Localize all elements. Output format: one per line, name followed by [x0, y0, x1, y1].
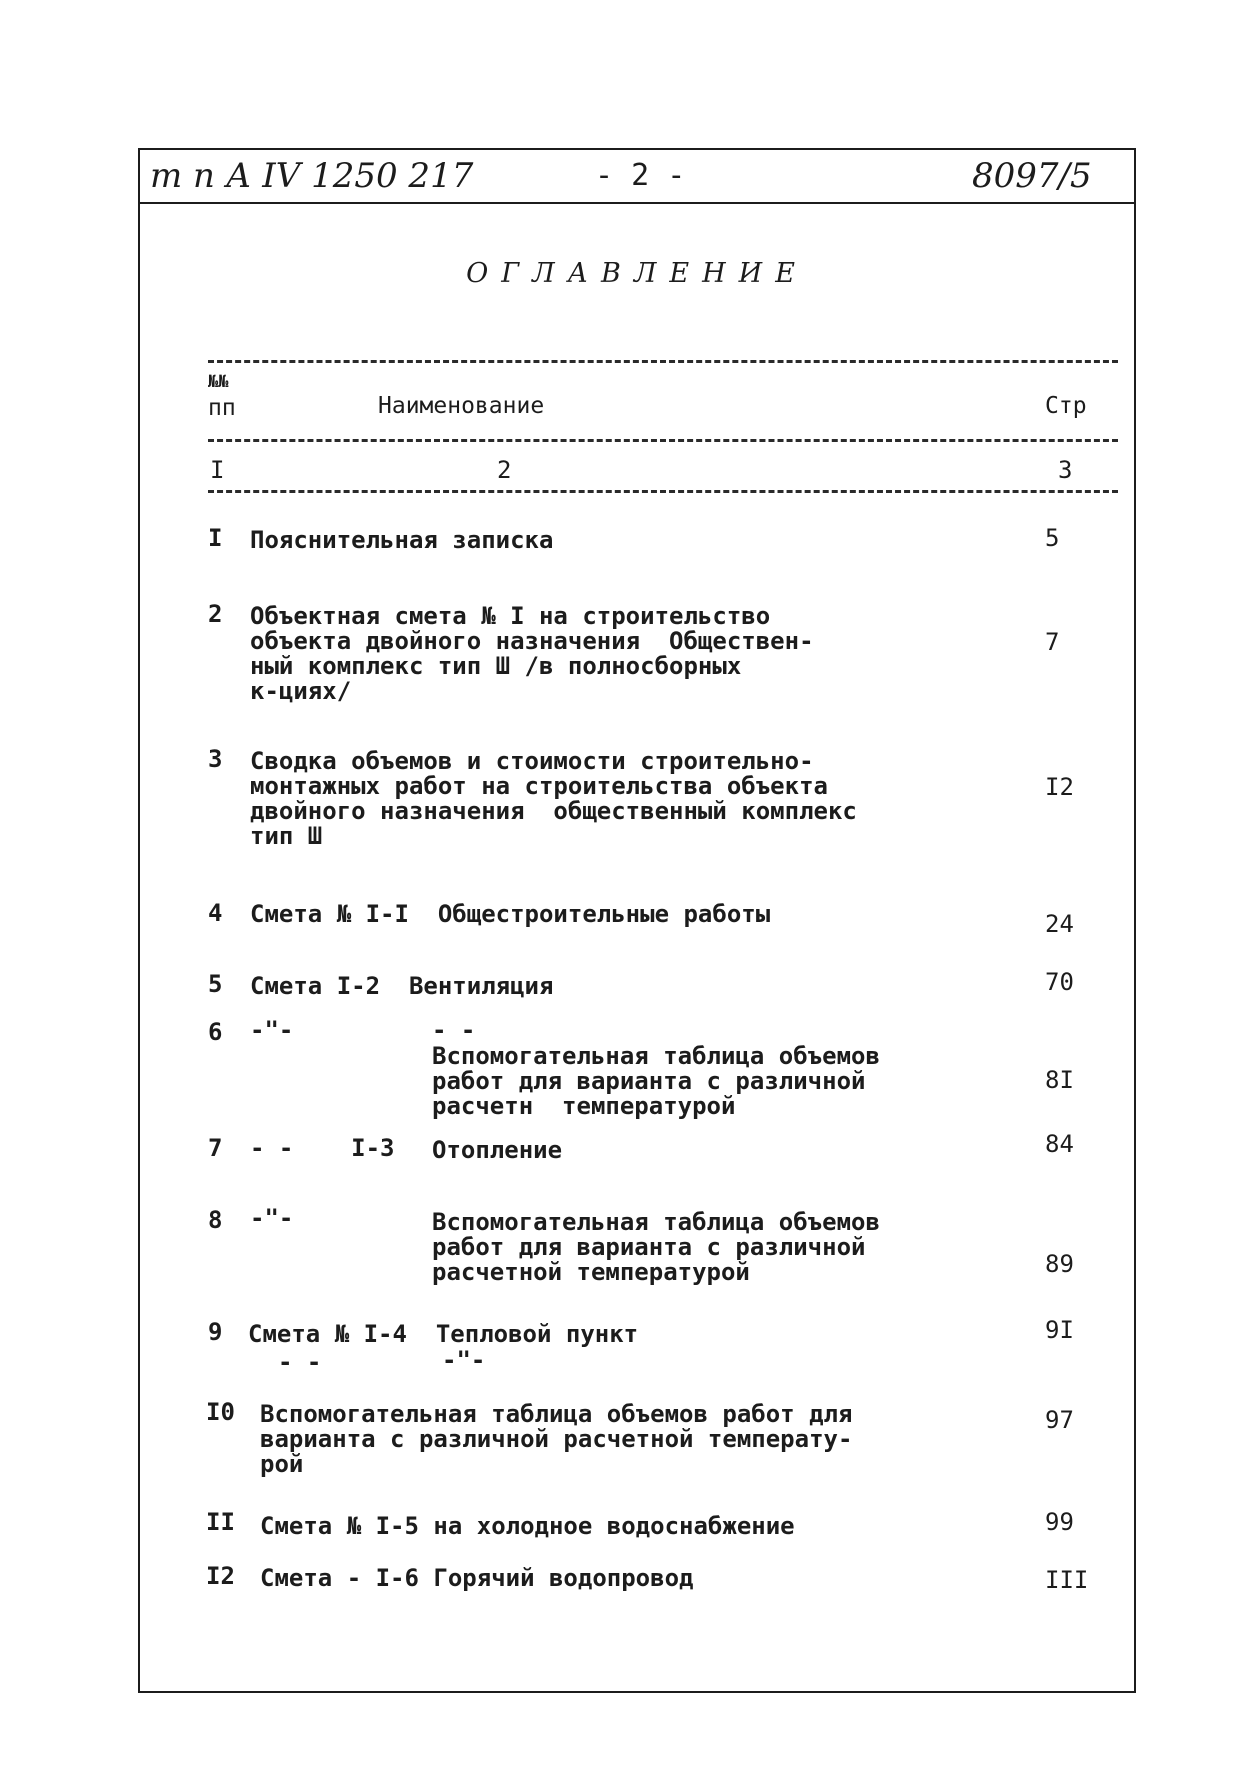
- ditto-mark: - -: [278, 1348, 322, 1376]
- entry-number: I0: [206, 1398, 235, 1426]
- entry-title: Смета I-2 Вентиляция: [250, 972, 554, 1000]
- ditto-mark: -"-: [250, 1016, 294, 1044]
- entry-title: Смета № I-4 Тепловой пункт: [248, 1320, 639, 1348]
- archive-number: 8097/5: [972, 156, 1092, 196]
- table-rule-middle: [208, 439, 1118, 442]
- num-column-index: I: [210, 456, 225, 484]
- ditto-mark: - -: [432, 1016, 476, 1044]
- page-marker: - 2 -: [595, 158, 686, 193]
- entry-page: 97: [1045, 1406, 1074, 1434]
- entry-page: 70: [1045, 968, 1074, 996]
- entry-page: 99: [1045, 1508, 1074, 1536]
- entry-page: 7: [1045, 628, 1060, 656]
- document-frame: [138, 148, 1136, 1693]
- entry-number: I: [208, 524, 223, 552]
- entry-number: 8: [208, 1206, 223, 1234]
- entry-number: 3: [208, 745, 223, 773]
- page-column-index: 3: [1058, 456, 1073, 484]
- entry-number: 5: [208, 970, 223, 998]
- page-title: ОГЛАВЛЕНИЕ: [466, 258, 808, 289]
- entry-number: 6: [208, 1018, 223, 1046]
- page-column-label: Стр: [1045, 393, 1087, 419]
- entry-number: I2: [206, 1562, 235, 1590]
- entry-page: 9I: [1045, 1316, 1074, 1344]
- ditto-mark: - - I-3: [250, 1134, 395, 1162]
- entry-title: Вспомогательная таблица объемов работ для варианта с различной расчетной температурой: [432, 1208, 880, 1286]
- entry-page: 89: [1045, 1250, 1074, 1278]
- entry-title: Смета - I-6 Горячий водопровод: [260, 1564, 694, 1592]
- entry-number: II: [206, 1508, 235, 1536]
- table-rule-bottom: [208, 490, 1118, 493]
- num-column-label: №№: [208, 372, 229, 392]
- name-column-index: 2: [497, 456, 512, 484]
- ditto-mark: -"-: [442, 1346, 486, 1374]
- entry-page: 84: [1045, 1130, 1074, 1158]
- entry-title: Объектная смета № I на строительство объекта двойного назначения Обществен- ный комплекс тип Ш /в полносборных к-циях/: [250, 602, 814, 705]
- num-column-label-2: пп: [208, 395, 236, 421]
- document-code: т п А IV 1250 217: [150, 156, 474, 196]
- entry-title: Сводка объемов и стоимости строительно- монтажных работ на строительства объекта двойного назначения общественный комплекс тип Ш: [250, 747, 857, 850]
- entry-title: Смета № I-5 на холодное водоснабжение: [260, 1512, 795, 1540]
- entry-title: Вспомогательная таблица объемов работ для варианта с различной расчетн температурой: [432, 1042, 880, 1120]
- entry-title: Пояснительная записка: [250, 526, 554, 554]
- entry-number: 4: [208, 899, 223, 927]
- entry-title: Вспомогательная таблица объемов работ для варианта с различной расчетной температу- рой: [260, 1400, 853, 1478]
- entry-number: 7: [208, 1134, 223, 1162]
- entry-number: 9: [208, 1318, 223, 1346]
- entry-title: Смета № I-I Общестроительные работы: [250, 900, 771, 928]
- entry-title: Отопление: [432, 1136, 563, 1164]
- name-column-label: Наименование: [378, 393, 545, 419]
- entry-page: III: [1045, 1566, 1089, 1594]
- entry-page: 5: [1045, 524, 1060, 552]
- entry-page: 24: [1045, 910, 1074, 938]
- entry-page: 8I: [1045, 1066, 1074, 1094]
- header-band: [140, 150, 1134, 204]
- entry-number: 2: [208, 600, 223, 628]
- ditto-mark: -"-: [250, 1204, 294, 1232]
- table-rule-top: [208, 360, 1118, 363]
- entry-page: I2: [1045, 773, 1074, 801]
